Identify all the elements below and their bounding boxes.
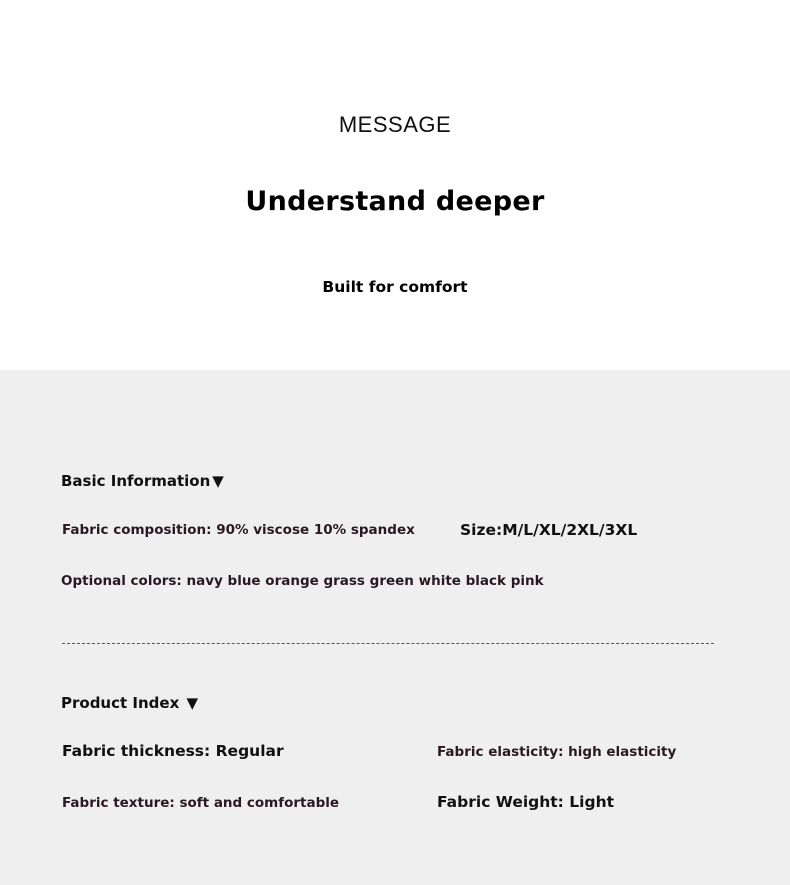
product-info-section [0, 370, 790, 885]
fabric-weight: Fabric Weight: Light [437, 793, 615, 811]
product-index-label: Product Index [61, 694, 180, 712]
size-options: Size:M/L/XL/2XL/3XL [460, 521, 638, 539]
down-triangle-icon: ▼ [212, 472, 224, 490]
basic-information-heading [61, 472, 224, 490]
fabric-composition: Fabric composition: 90% viscose 10% spandex [62, 522, 415, 538]
section-divider [62, 643, 714, 644]
fabric-thickness: Fabric thickness: Regular [62, 742, 284, 760]
hero-kicker: MESSAGE [338, 112, 452, 137]
fabric-texture: Fabric texture: soft and comfortable [62, 795, 340, 811]
down-triangle-icon: ▼ [181, 694, 199, 712]
product-index-heading [61, 694, 198, 712]
hero-subtitle: Built for comfort [322, 278, 468, 296]
basic-information-label: Basic Information [61, 472, 211, 490]
optional-colors: Optional colors: navy blue orange grass green white black pink [61, 573, 544, 589]
fabric-elasticity: Fabric elasticity: high elasticity [437, 744, 677, 760]
hero-section [0, 0, 790, 370]
hero-title: Understand deeper [245, 186, 545, 217]
